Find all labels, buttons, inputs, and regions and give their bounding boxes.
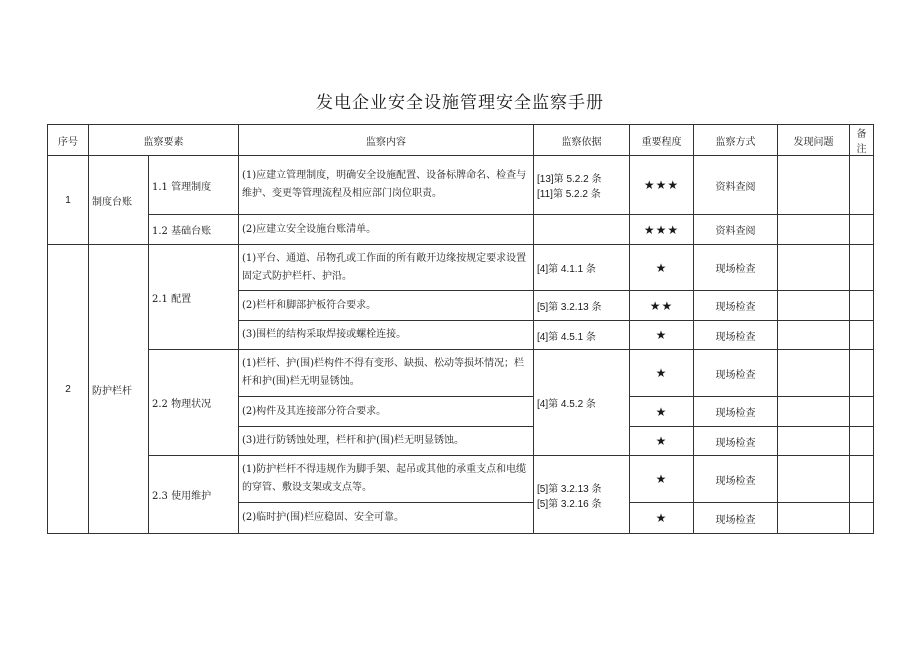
importance-stars: ★	[630, 427, 694, 456]
content-cell: (3)进行防锈蚀处理，栏杆和护(围)栏无明显锈蚀。	[239, 427, 534, 456]
content-cell: (1)平台、通道、吊物孔或工作面的所有敞开边缘按规定要求设置固定式防护栏杆、护沿。	[239, 245, 534, 291]
section-name: 防护栏杆	[89, 245, 149, 534]
header-issues: 发现问题	[778, 125, 850, 156]
sub-item: 2.1 配置	[149, 245, 239, 350]
basis-cell	[534, 456, 630, 534]
issues-cell	[778, 215, 850, 245]
sub-item: 1.2 基础台账	[149, 215, 239, 245]
table-row	[48, 215, 874, 245]
content-cell: (1)栏杆、护(围)栏构件不得有变形、缺损、松动等损坏情况；栏杆和护(围)栏无明显锈蚀。	[239, 350, 534, 397]
content-cell: (1)防护栏杆不得违规作为脚手架、起吊或其他的承重支点和电缆的穿管、敷设支架或支点等。	[239, 456, 534, 503]
importance-stars: ★★	[630, 291, 694, 321]
section-name: 制度台账	[89, 156, 149, 245]
importance-stars: ★	[630, 456, 694, 503]
method-cell: 现场检查	[694, 427, 778, 456]
basis-line: [13]第 5.2.2 条	[537, 174, 602, 185]
basis-line: [5]第 3.2.13 条	[537, 483, 602, 495]
remarks-cell	[850, 215, 874, 245]
remarks-cell	[850, 245, 874, 291]
method-cell: 资料查阅	[694, 156, 778, 215]
header-requirement: 监察要素	[89, 125, 239, 156]
remarks-cell	[850, 456, 874, 503]
basis-cell: [5]第 3.2.13 条	[534, 291, 630, 321]
header-row	[48, 125, 874, 156]
basis-cell: [4]第 4.1.1 条	[534, 245, 630, 291]
header-content: 监察内容	[239, 125, 534, 156]
issues-cell	[778, 321, 850, 350]
basis-cell: [4]第 4.5.2 条	[534, 350, 630, 456]
header-remarks: 备注	[850, 125, 874, 156]
page-title: 发电企业安全设施管理安全监察手册	[316, 93, 604, 113]
header-seq: 序号	[48, 125, 89, 156]
content-cell: (2)栏杆和脚部护板符合要求。	[239, 291, 534, 321]
importance-stars: ★★★	[630, 215, 694, 245]
issues-cell	[778, 427, 850, 456]
method-cell: 现场检查	[694, 456, 778, 503]
table-row	[48, 156, 874, 215]
content-cell: (2)构件及其连接部分符合要求。	[239, 397, 534, 427]
issues-cell	[778, 245, 850, 291]
importance-stars: ★★★	[630, 156, 694, 215]
importance-stars: ★	[630, 397, 694, 427]
sub-item: 2.3 使用维护	[149, 456, 239, 534]
header-importance: 重要程度	[630, 125, 694, 156]
section-seq: 2	[48, 245, 89, 534]
basis-line: [11]第 5.2.2 条	[537, 189, 601, 200]
method-cell: 资料查阅	[694, 215, 778, 245]
remarks-cell	[850, 503, 874, 534]
importance-stars: ★	[630, 321, 694, 350]
inspection-table	[47, 124, 874, 534]
remarks-cell	[850, 291, 874, 321]
remarks-cell	[850, 427, 874, 456]
method-cell: 现场检查	[694, 350, 778, 397]
issues-cell	[778, 350, 850, 397]
issues-cell	[778, 291, 850, 321]
content-cell: (1)应建立管理制度，明确安全设施配置、设备标牌命名、检查与维护、变更等管理流程及相应部门岗位职责。	[239, 156, 534, 215]
method-cell: 现场检查	[694, 321, 778, 350]
sub-item: 1.1 管理制度	[149, 156, 239, 215]
importance-stars: ★	[630, 245, 694, 291]
remarks-cell	[850, 397, 874, 427]
remarks-cell	[850, 321, 874, 350]
issues-cell	[778, 397, 850, 427]
content-cell: (2)临时护(围)栏应稳固、安全可靠。	[239, 503, 534, 534]
table-row	[48, 350, 874, 397]
importance-stars: ★	[630, 503, 694, 534]
basis-cell: [4]第 4.5.1 条	[534, 321, 630, 350]
sub-item: 2.2 物理状况	[149, 350, 239, 456]
table-row	[48, 245, 874, 291]
content-cell: (3)围栏的结构采取焊接或螺栓连接。	[239, 321, 534, 350]
remarks-cell	[850, 156, 874, 215]
remarks-cell	[850, 350, 874, 397]
basis-cell	[534, 156, 630, 215]
method-cell: 现场检查	[694, 397, 778, 427]
issues-cell	[778, 156, 850, 215]
content-cell: (2)应建立安全设施台账清单。	[239, 215, 534, 245]
method-cell: 现场检查	[694, 245, 778, 291]
table-row	[48, 456, 874, 503]
importance-stars: ★	[630, 350, 694, 397]
section-seq: 1	[48, 156, 89, 245]
basis-cell	[534, 215, 630, 245]
header-method: 监察方式	[694, 125, 778, 156]
issues-cell	[778, 456, 850, 503]
method-cell: 现场检查	[694, 503, 778, 534]
method-cell: 现场检查	[694, 291, 778, 321]
issues-cell	[778, 503, 850, 534]
header-basis: 监察依据	[534, 125, 630, 156]
basis-line: [5]第 3.2.16 条	[537, 498, 602, 510]
